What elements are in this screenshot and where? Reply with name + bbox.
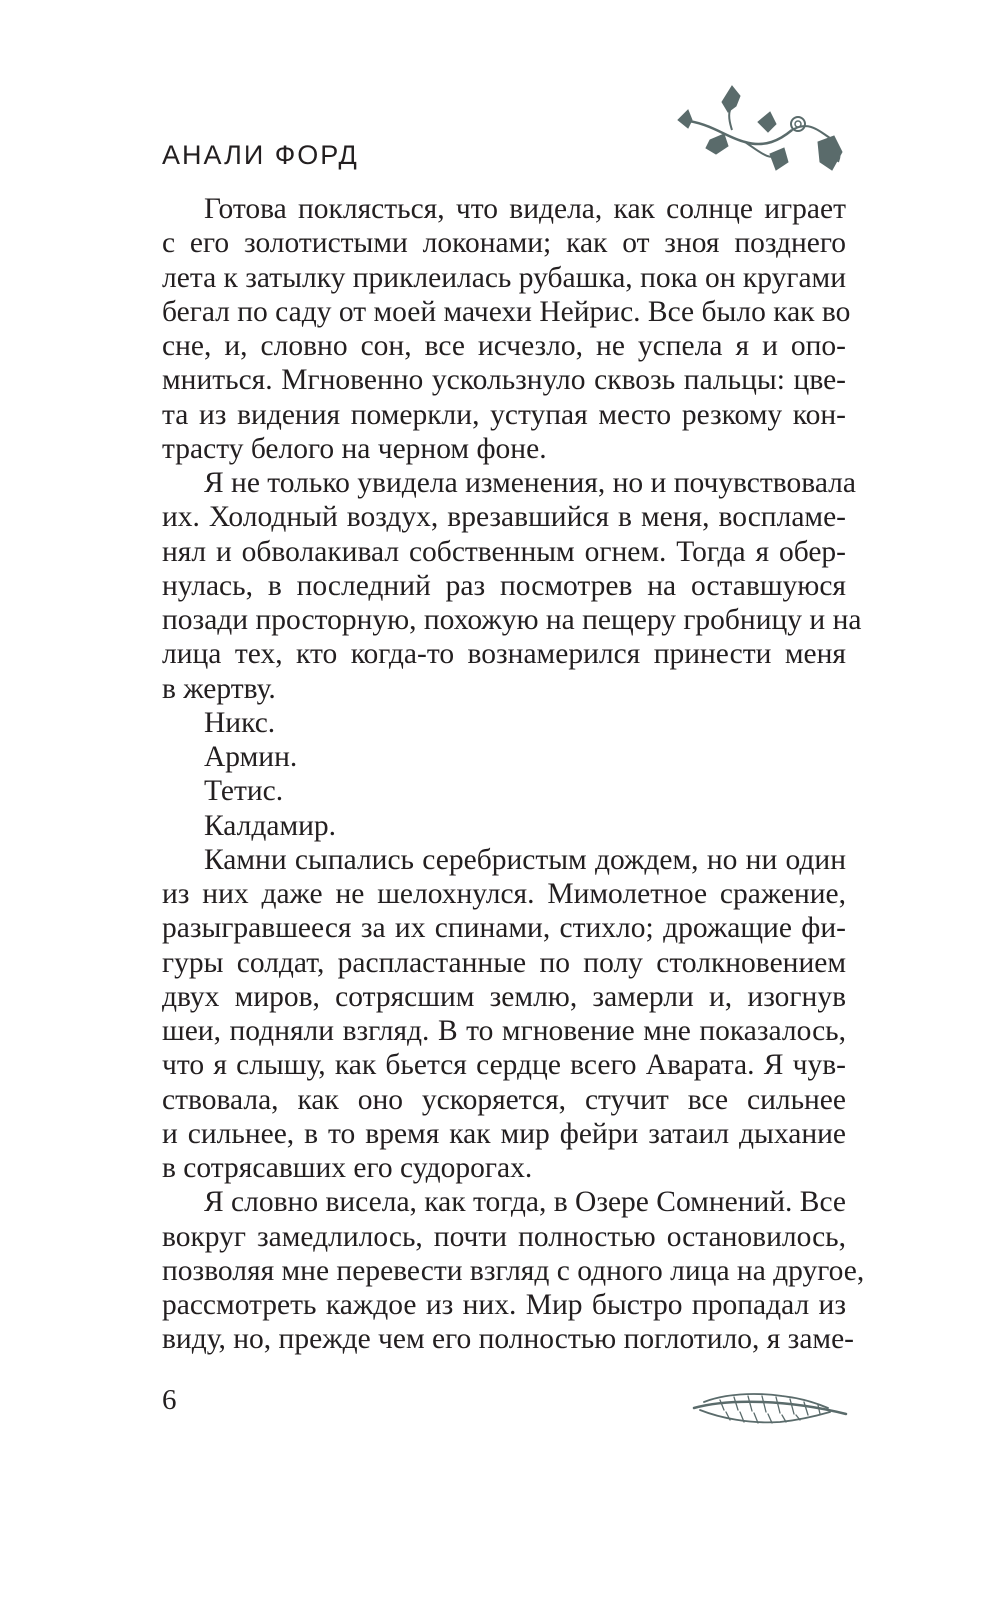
- text-line: Готова поклясться, что видела, как солнце играет: [204, 193, 846, 225]
- text-line: Тетис.: [204, 775, 284, 808]
- text-line: бегал по саду от моей мачехи Нейрис. Все было как во: [162, 295, 851, 328]
- text-line: Камни сыпались серебристым дождем, но ни один: [204, 843, 846, 876]
- text-line: мниться. Мгновенно ускользнуло сквозь пальцы: цве-: [162, 364, 846, 397]
- text-line: их. Холодный воздух, врезавшийся в меня, воспламе-: [162, 501, 846, 534]
- text-line: Никс.: [204, 706, 276, 739]
- running-head-author: АНАЛИ ФОРД: [162, 140, 359, 170]
- text-line: Я словно висела, как тогда, в Озере Сомнений. Все: [204, 1186, 847, 1219]
- text-line: лета к затылку приклеилась рубашка, пока он кругами: [162, 261, 846, 294]
- text-line: двух миров, сотрясшим землю, замерли и, изогнув: [162, 980, 846, 1013]
- text-line: ствовала, как оно ускоряется, стучит все сильнее: [162, 1083, 846, 1116]
- ivy-vine-icon: [670, 82, 850, 192]
- text-line: лица тех, кто когда-то вознамерился принести меня: [162, 638, 846, 671]
- text-line: в сотрясавших его судорогах.: [162, 1152, 533, 1184]
- text-line: Я не только увидела изменения, но и почувствовала: [204, 467, 856, 499]
- text-line: разыгравшееся за их спинами, стихло; дрожащие фи-: [162, 912, 846, 945]
- text-line: нулась, в последний раз посмотрев на оставшуюся: [162, 569, 846, 602]
- chapter-text: [162, 192, 865, 1357]
- text-line: из них даже не шелохнулся. Мимолетное сражение,: [162, 878, 846, 910]
- text-line: с его золотистыми локонами; как от зноя позднего: [162, 227, 846, 260]
- page-number: 6: [162, 1384, 177, 1416]
- text-line: та из видения померкли, уступая место резкому кон-: [162, 398, 846, 431]
- text-line: Армин.: [204, 741, 298, 773]
- text-line: что я слышу, как бьется сердце всего Аварата. Я чув-: [162, 1049, 846, 1082]
- text-line: гуры солдат, распластанные по полу столкновением: [162, 946, 846, 979]
- text-line: рассмотреть каждое из них. Мир быстро пропадал из: [162, 1289, 846, 1321]
- text-line: сне, и, словно сон, все исчезло, не успела я и опо-: [162, 330, 846, 362]
- text-line: Калдамир.: [204, 809, 337, 842]
- text-line: позади просторную, похожую на пещеру гробницу и на: [162, 604, 862, 636]
- text-line: трасту белого на черном фоне.: [162, 432, 547, 465]
- text-line: нял и обволакивал собственным огнем. Тогда я обер-: [162, 535, 846, 568]
- text-line: виду, но, прежде чем его полностью поглотило, я заме-: [162, 1323, 854, 1356]
- text-line: шеи, подняли взгляд. В то мгновение мне показалось,: [162, 1015, 846, 1047]
- text-line: позволяя мне перевести взгляд с одного лица на другое,: [162, 1254, 865, 1287]
- text-line: в жертву.: [162, 672, 276, 705]
- feather-icon: [690, 1388, 850, 1436]
- text-line: и сильнее, в то время как мир фейри затаил дыхание: [162, 1117, 846, 1150]
- text-line: вокруг замедлилось, почти полностью остановилось,: [162, 1220, 846, 1253]
